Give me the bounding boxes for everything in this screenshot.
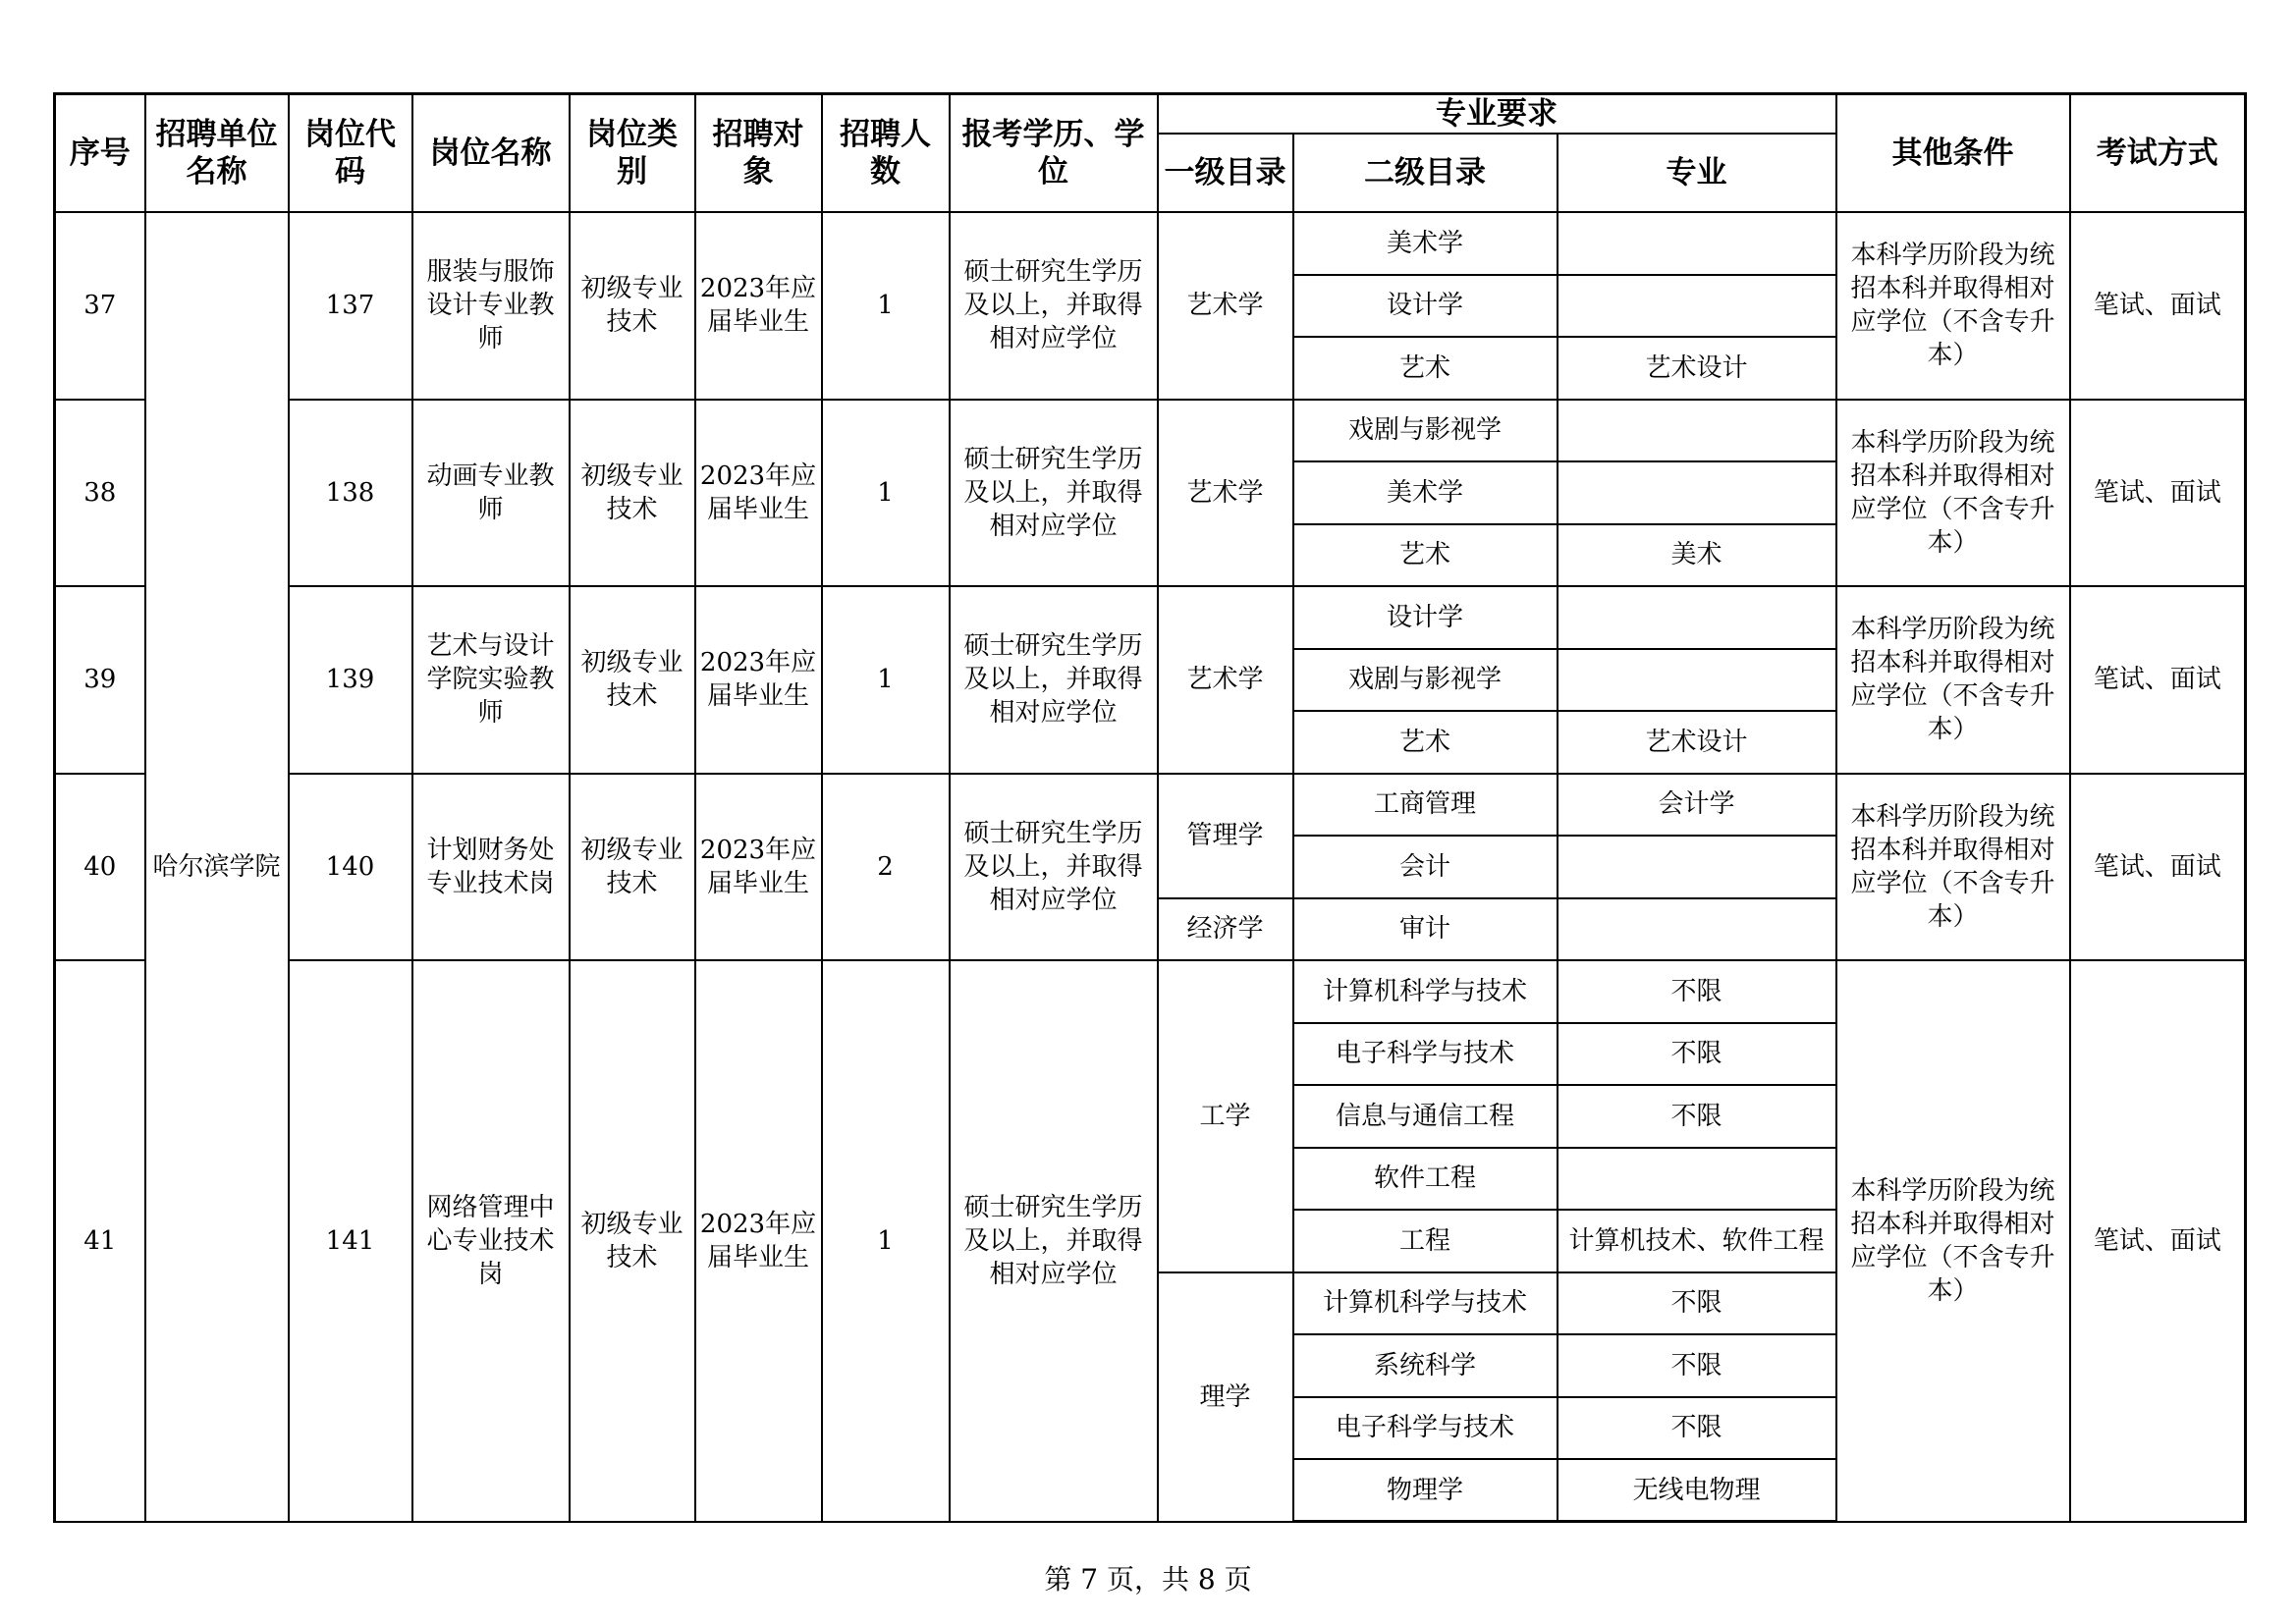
cell-other-conditions: 本科学历阶段为统招本科并取得相对应学位（不含专升本）	[1836, 212, 2070, 400]
cell-level1: 艺术学	[1158, 400, 1293, 587]
header-major: 专业	[1558, 134, 1836, 212]
cell-target: 2023年应届毕业生	[695, 400, 822, 587]
table-row	[55, 586, 2246, 649]
header-post: 岗位名称	[412, 94, 570, 213]
cell-seq: 37	[55, 212, 145, 400]
cell-level2: 物理学	[1293, 1459, 1558, 1522]
cell-post-category: 初级专业技术	[570, 400, 695, 587]
cell-count: 1	[822, 586, 950, 774]
cell-exam-method: 笔试、面试	[2070, 400, 2246, 587]
cell-post-category: 初级专业技术	[570, 212, 695, 400]
cell-level1: 理学	[1158, 1272, 1293, 1522]
header-exam-method: 考试方式	[2070, 94, 2246, 213]
cell-post-category: 初级专业技术	[570, 960, 695, 1522]
cell-level2: 戏剧与影视学	[1293, 649, 1558, 712]
cell-major: 美术	[1558, 524, 1836, 587]
cell-education: 硕士研究生学历及以上，并取得相对应学位	[950, 774, 1158, 961]
cell-major	[1558, 898, 1836, 961]
cell-major: 计算机技术、软件工程	[1558, 1210, 1836, 1272]
cell-level2: 戏剧与影视学	[1293, 400, 1558, 462]
cell-level2: 美术学	[1293, 461, 1558, 524]
table-body	[55, 212, 2246, 1522]
cell-count: 1	[822, 400, 950, 587]
cell-post-code: 141	[289, 960, 412, 1522]
cell-post-code: 138	[289, 400, 412, 587]
cell-level2: 会计	[1293, 836, 1558, 898]
cell-level2: 美术学	[1293, 212, 1558, 275]
cell-count: 1	[822, 212, 950, 400]
cell-post-name: 计划财务处专业技术岗	[412, 774, 570, 961]
cell-education: 硕士研究生学历及以上，并取得相对应学位	[950, 586, 1158, 774]
header-major-requirement: 专业要求	[1158, 94, 1836, 135]
header-unit: 招聘单位名称	[145, 94, 289, 213]
cell-target: 2023年应届毕业生	[695, 960, 822, 1522]
table-row	[55, 774, 2246, 837]
cell-level2: 设计学	[1293, 275, 1558, 338]
cell-level1: 艺术学	[1158, 586, 1293, 774]
cell-level2: 计算机科学与技术	[1293, 960, 1558, 1023]
cell-seq: 40	[55, 774, 145, 961]
cell-major: 不限	[1558, 1023, 1836, 1086]
cell-level2: 电子科学与技术	[1293, 1397, 1558, 1460]
cell-major: 艺术设计	[1558, 711, 1836, 774]
cell-exam-method: 笔试、面试	[2070, 960, 2246, 1522]
cell-level1: 工学	[1158, 960, 1293, 1272]
cell-post-name: 网络管理中心专业技术岗	[412, 960, 570, 1522]
cell-major	[1558, 586, 1836, 649]
cell-level2: 计算机科学与技术	[1293, 1272, 1558, 1335]
header-other-conditions: 其他条件	[1836, 94, 2070, 213]
header-level2: 二级目录	[1293, 134, 1558, 212]
cell-major: 不限	[1558, 1397, 1836, 1460]
cell-count: 2	[822, 774, 950, 961]
cell-major: 不限	[1558, 960, 1836, 1023]
cell-major	[1558, 400, 1836, 462]
cell-level2: 系统科学	[1293, 1334, 1558, 1397]
cell-target: 2023年应届毕业生	[695, 774, 822, 961]
table-header	[55, 94, 2246, 213]
table-row	[55, 400, 2246, 462]
cell-unit-name: 哈尔滨学院	[145, 212, 289, 1522]
cell-level1: 艺术学	[1158, 212, 1293, 400]
cell-count: 1	[822, 960, 950, 1522]
header-education: 报考学历、学位	[950, 94, 1158, 213]
cell-major: 会计学	[1558, 774, 1836, 837]
table-row	[55, 960, 2246, 1023]
cell-major: 不限	[1558, 1085, 1836, 1148]
header-count: 招聘人数	[822, 94, 950, 213]
cell-major	[1558, 461, 1836, 524]
cell-seq: 38	[55, 400, 145, 587]
cell-post-category: 初级专业技术	[570, 774, 695, 961]
cell-post-name: 动画专业教师	[412, 400, 570, 587]
cell-education: 硕士研究生学历及以上，并取得相对应学位	[950, 400, 1158, 587]
cell-other-conditions: 本科学历阶段为统招本科并取得相对应学位（不含专升本）	[1836, 586, 2070, 774]
cell-level2: 艺术	[1293, 524, 1558, 587]
cell-major: 不限	[1558, 1334, 1836, 1397]
page-footer: 第 7 页，共 8 页	[1044, 1563, 1252, 1596]
cell-level2: 工程	[1293, 1210, 1558, 1272]
cell-level1: 经济学	[1158, 898, 1293, 961]
cell-level2: 艺术	[1293, 337, 1558, 400]
cell-other-conditions: 本科学历阶段为统招本科并取得相对应学位（不含专升本）	[1836, 400, 2070, 587]
recruitment-table	[53, 92, 2247, 1523]
header-seq: 序号	[55, 94, 145, 213]
header-category: 岗位类别	[570, 94, 695, 213]
cell-level2: 工商管理	[1293, 774, 1558, 837]
cell-level2: 审计	[1293, 898, 1558, 961]
cell-exam-method: 笔试、面试	[2070, 586, 2246, 774]
cell-other-conditions: 本科学历阶段为统招本科并取得相对应学位（不含专升本）	[1836, 774, 2070, 961]
cell-post-code: 140	[289, 774, 412, 961]
cell-major	[1558, 649, 1836, 712]
cell-post-code: 139	[289, 586, 412, 774]
cell-post-code: 137	[289, 212, 412, 400]
cell-major: 无线电物理	[1558, 1459, 1836, 1522]
table-row	[55, 212, 2246, 275]
cell-level2: 软件工程	[1293, 1148, 1558, 1211]
header-code: 岗位代码	[289, 94, 412, 213]
cell-seq: 39	[55, 586, 145, 774]
cell-level2: 电子科学与技术	[1293, 1023, 1558, 1086]
cell-other-conditions: 本科学历阶段为统招本科并取得相对应学位（不含专升本）	[1836, 960, 2070, 1522]
cell-seq: 41	[55, 960, 145, 1522]
cell-major	[1558, 275, 1836, 338]
cell-level2: 设计学	[1293, 586, 1558, 649]
cell-major	[1558, 836, 1836, 898]
cell-post-category: 初级专业技术	[570, 586, 695, 774]
header-target: 招聘对象	[695, 94, 822, 213]
cell-target: 2023年应届毕业生	[695, 586, 822, 774]
cell-major	[1558, 1148, 1836, 1211]
cell-post-name: 服装与服饰设计专业教师	[412, 212, 570, 400]
header-level1: 一级目录	[1158, 134, 1293, 212]
cell-exam-method: 笔试、面试	[2070, 212, 2246, 400]
cell-major	[1558, 212, 1836, 275]
cell-education: 硕士研究生学历及以上，并取得相对应学位	[950, 960, 1158, 1522]
cell-level2: 艺术	[1293, 711, 1558, 774]
cell-exam-method: 笔试、面试	[2070, 774, 2246, 961]
cell-post-name: 艺术与设计学院实验教师	[412, 586, 570, 774]
cell-major: 不限	[1558, 1272, 1836, 1335]
cell-target: 2023年应届毕业生	[695, 212, 822, 400]
cell-major: 艺术设计	[1558, 337, 1836, 400]
cell-level1: 管理学	[1158, 774, 1293, 898]
cell-level2: 信息与通信工程	[1293, 1085, 1558, 1148]
cell-education: 硕士研究生学历及以上，并取得相对应学位	[950, 212, 1158, 400]
